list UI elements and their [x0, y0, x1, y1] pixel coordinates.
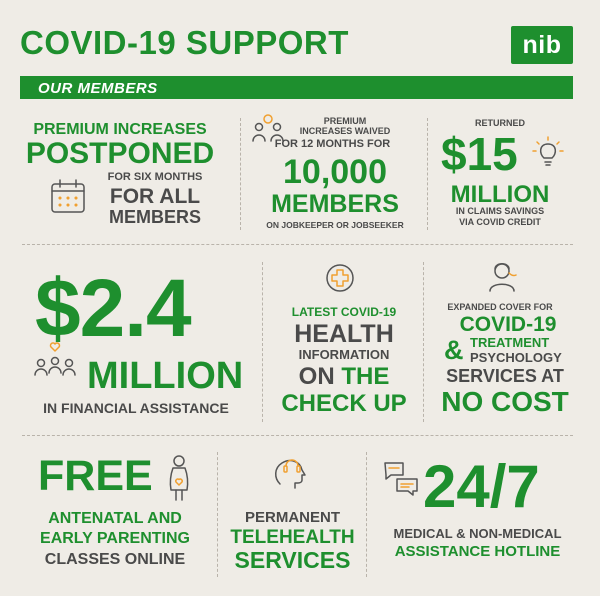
- nib-logo: nib: [511, 26, 573, 64]
- headset-icon: [272, 454, 308, 490]
- postponed-members: MEMBERS: [108, 207, 201, 227]
- hotline-medical: MEDICAL & NON-MEDICAL: [393, 526, 562, 541]
- assistance-million: MILLION: [87, 355, 244, 397]
- postponed-big-text: POSTPONED: [25, 137, 215, 170]
- telehealth-services: SERVICES: [234, 547, 351, 573]
- telehealth-title: TELEHEALTH: [230, 527, 355, 548]
- lightbulb-icon: [533, 136, 565, 170]
- row-divider-2: [22, 435, 573, 436]
- chat-bubbles-icon: [383, 459, 421, 497]
- antenatal-free: FREE: [38, 452, 153, 500]
- postponed-heading: PREMIUM INCREASES: [33, 121, 207, 138]
- person-support-icon: [486, 259, 520, 293]
- column-divider: [366, 452, 367, 577]
- health-information: INFORMATION: [298, 347, 390, 362]
- section-title: OUR MEMBERS: [38, 80, 158, 97]
- hotline-assistance: ASSISTANCE HOTLINE: [394, 543, 561, 560]
- early-parenting-line: EARLY PARENTING: [40, 530, 190, 547]
- cover-psychology: PSYCHOLOGY: [470, 350, 562, 365]
- medical-cross-icon: [325, 263, 355, 293]
- cover-treatment: TREATMENT: [470, 335, 550, 350]
- antenatal-line: ANTENATAL AND: [48, 510, 182, 527]
- hotline-number: 24/7: [423, 453, 540, 520]
- returned-label: RETURNED: [474, 118, 525, 128]
- waived-increases: INCREASES WAIVED: [299, 126, 391, 136]
- health-big: HEALTH: [294, 320, 394, 348]
- column-divider: [262, 262, 263, 422]
- waived-premium: PREMIUM: [323, 116, 367, 126]
- classes-online-line: CLASSES ONLINE: [44, 551, 186, 568]
- waived-members: MEMBERS: [271, 190, 399, 218]
- check-up-title: CHECK UP: [281, 390, 407, 417]
- waived-eligibility: ON JOBKEEPER OR JOBSEEKER: [266, 220, 404, 230]
- pregnant-woman-icon: [164, 454, 194, 502]
- cover-heading: EXPANDED COVER FOR: [447, 302, 553, 312]
- assistance-amount: $2.4: [35, 263, 191, 354]
- cover-covid: COVID-19: [459, 313, 557, 336]
- health-on-the: [265, 365, 423, 389]
- section-banner: [20, 76, 573, 99]
- column-divider: [240, 118, 241, 230]
- column-divider: [423, 262, 424, 422]
- returned-covid-credit: VIA COVID CREDIT: [459, 217, 541, 227]
- waived-number: 10,000: [283, 153, 387, 191]
- returned-amount: $15: [441, 128, 518, 180]
- column-divider: [427, 118, 428, 230]
- returned-savings: IN CLAIMS SAVINGS: [455, 206, 545, 216]
- postponed-duration: FOR SIX MONTHS: [107, 171, 203, 183]
- health-the: THE: [341, 363, 390, 390]
- health-on: ON: [298, 363, 342, 390]
- postponed-for-all: FOR ALL: [109, 185, 201, 208]
- assistance-caption: IN FINANCIAL ASSISTANCE: [43, 400, 229, 416]
- column-divider: [217, 452, 218, 577]
- calendar-icon: [50, 178, 90, 218]
- telehealth-permanent: PERMANENT: [244, 509, 340, 526]
- cover-services-at: SERVICES AT: [446, 366, 564, 386]
- row-divider-1: [22, 244, 573, 245]
- waived-duration: FOR 12 MONTHS FOR: [274, 138, 391, 150]
- community-heart-icon: [32, 342, 78, 380]
- returned-million: MILLION: [450, 181, 550, 208]
- cover-no-cost: NO COST: [441, 386, 569, 417]
- page-title: COVID-19 SUPPORT: [20, 24, 349, 61]
- health-latest: LATEST COVID-19: [291, 305, 397, 319]
- cover-ampersand: &: [444, 335, 464, 365]
